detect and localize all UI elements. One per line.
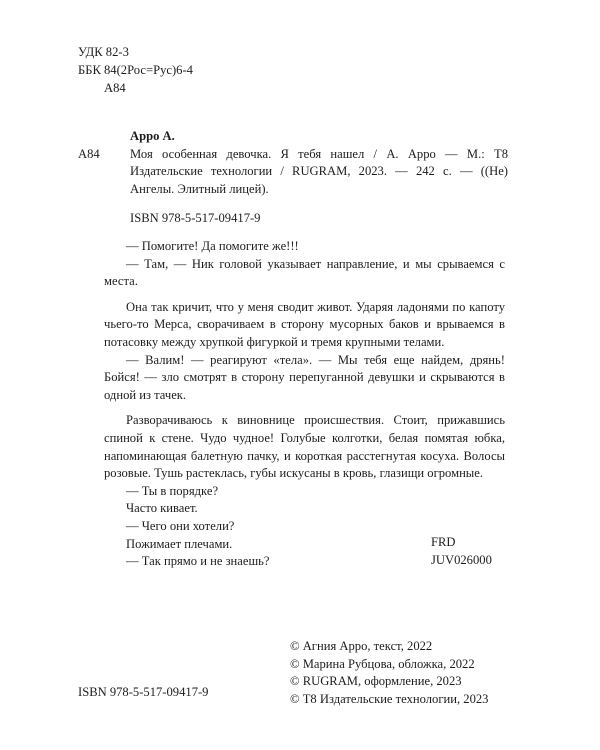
code-juv: JUV026000 bbox=[431, 553, 492, 567]
excerpt-paragraph-7: Часто кивает. bbox=[126, 501, 198, 516]
copyright-line-4: © Т8 Издательские технологии, 2023 bbox=[290, 691, 489, 706]
copyright-line-1: © Агния Арро, текст, 2022 bbox=[290, 639, 433, 653]
udk-code: УДК 82-3 bbox=[78, 45, 129, 59]
annotation-text: Моя особенная девочка. Я тебя нашел / А. Арро — М.: Т8 Издательские технологии / RUGRAM, 2023. — 242 с. — ((Не) Ангелы. Элитный лицей). bbox=[130, 146, 508, 196]
excerpt-paragraph-6: — Ты в порядке? bbox=[126, 483, 219, 498]
excerpt-paragraph-4: — Валим! — реагируют «тела». — Мы тебя еще найдем, дрянь! Бойся! — зло смотрят в сторону перепуганной девушки и скрываются в одной из тачек. bbox=[104, 352, 505, 402]
copyright-block bbox=[290, 638, 488, 708]
isbn-bottom: ISBN 978-5-517-09417-9 bbox=[78, 685, 209, 699]
excerpt-paragraph-10: — Так прямо и не знаешь? bbox=[126, 554, 270, 569]
code-frd: FRD bbox=[431, 535, 456, 549]
excerpt-paragraph-5: Разворачиваюсь к виновнице происшествия. Стоит, прижавшись спиной к стене. Чудо чудное! Голубые колготки, белая помятая юбка, напоминающая балетную пачку, и короткая расстегнутая косуха. Волосы розовые. Тушь растеклась, губы искусаны в кровь, глазищи огромные. bbox=[104, 413, 505, 481]
excerpt-paragraph-1: — Помогите! Да помогите же!!! bbox=[126, 239, 299, 253]
isbn-top: ISBN 978-5-517-09417-9 bbox=[130, 211, 261, 225]
bbk-code: ББК 84(2Рос=Рус)6-4 bbox=[78, 63, 193, 77]
excerpt-paragraph-8: — Чего они хотели? bbox=[126, 518, 235, 533]
copyright-line-3: © RUGRAM, оформление, 2023 bbox=[290, 674, 462, 688]
classification-block bbox=[78, 44, 193, 98]
excerpt-paragraph-9: Пожимает плечами. bbox=[126, 536, 233, 551]
author-mark: А84 bbox=[104, 81, 126, 95]
excerpt-text bbox=[104, 238, 505, 571]
excerpt-paragraph-2: — Там, — Ник головой указывает направление, и мы срываемся с места. bbox=[104, 256, 505, 289]
subject-codes bbox=[431, 534, 492, 570]
excerpt-paragraph-3: Она так кричит, что у меня сводит живот. Ударяя ладонями по капоту чьего-то Мерса, сворачиваем в сторону мусорных баков и врываемся в потасовку между хрупкой фигуркой и тремя крупными телами. bbox=[104, 299, 505, 349]
catalog-code: А84 bbox=[78, 146, 100, 161]
catalog-entry bbox=[78, 128, 508, 198]
author-name: Арро А. bbox=[130, 129, 175, 143]
copyright-line-2: © Марина Рубцова, обложка, 2022 bbox=[290, 656, 475, 671]
book-annotation bbox=[78, 146, 508, 199]
author-line bbox=[78, 128, 508, 146]
